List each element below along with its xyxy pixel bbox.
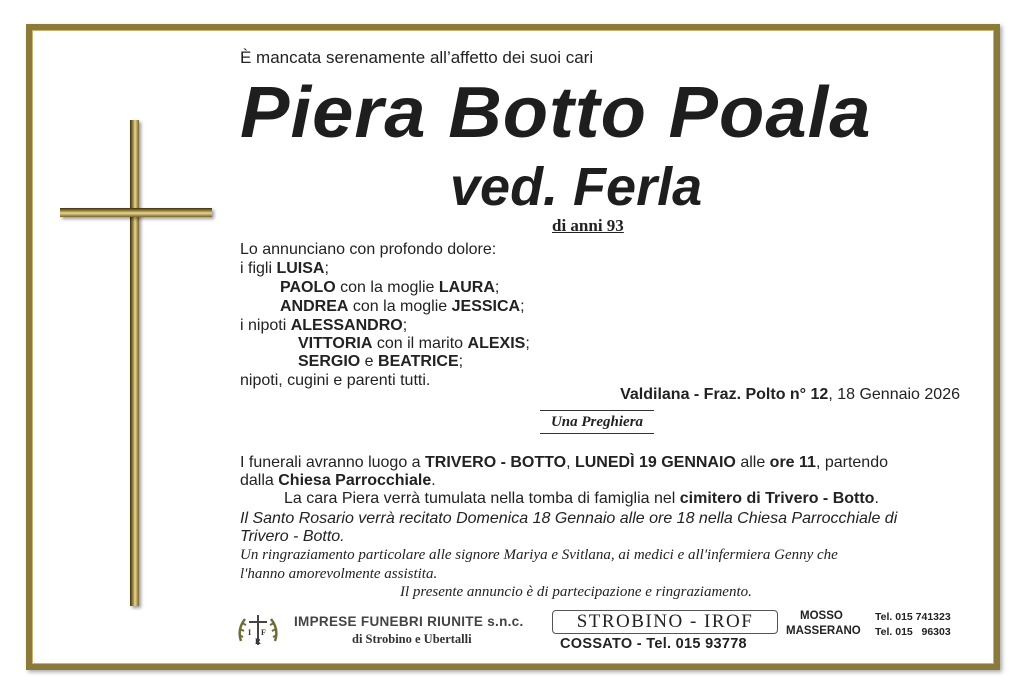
- logo-letter: F: [261, 628, 266, 637]
- office-masserano: MASSERANO: [786, 625, 861, 637]
- family-line: VITTORIA con il marito ALEXIS;: [298, 335, 530, 352]
- family-line: i figli LUISA;: [240, 260, 329, 277]
- rosary-line-1: Il Santo Rosario verrà recitato Domenica 18 Gennaio alle ore 18 nella Chiesa Parrocchiale di: [240, 510, 898, 527]
- funeral-line-1: I funerali avranno luogo a TRIVERO - BOTTO, LUNEDÌ 19 GENNAIO alle ore 11, partendo: [240, 454, 888, 471]
- strobino-logo: STROBINO - IROF: [552, 610, 778, 634]
- family-line: ANDREA con la moglie JESSICA;: [280, 298, 525, 315]
- cossato-phone: COSSATO - Tel. 015 93778: [560, 636, 747, 652]
- family-line: SERGIO e BEATRICE;: [298, 353, 464, 370]
- prayer-label: Una Preghiera: [540, 410, 654, 434]
- cross-icon-arm: [60, 208, 212, 217]
- deceased-name: Piera Botto Poala: [240, 73, 872, 153]
- family-line: PAOLO con la moglie LAURA;: [280, 279, 500, 296]
- family-line: i nipoti ALESSANDRO;: [240, 317, 408, 334]
- phone-masserano: Tel. 015 96303: [875, 626, 951, 638]
- announce-line: Lo annunciano con profondo dolore:: [240, 241, 497, 258]
- ifr-logo-icon: [235, 611, 281, 651]
- rosary-line-2: Trivero - Botto.: [240, 528, 345, 545]
- funeral-home-subtitle: di Strobino e Ubertalli: [352, 632, 472, 646]
- notice-line: Il presente annuncio è di partecipazione e ringraziamento.: [400, 584, 752, 600]
- office-mosso: MOSSO: [800, 610, 843, 622]
- logo-letter: R: [255, 637, 261, 646]
- funeral-line-2: dalla Chiesa Parrocchiale.: [240, 472, 436, 489]
- thanks-line-2: l'hanno amorevolmente assistita.: [240, 566, 438, 582]
- funeral-home-name: IMPRESE FUNEBRI RIUNITE s.n.c.: [294, 614, 524, 629]
- thanks-line-1: Un ringraziamento particolare alle signore Mariya e Svitlana, ai medici e all'infermiera Genny che: [240, 547, 838, 563]
- married-name: ved. Ferla: [450, 157, 703, 217]
- logo-letter: I: [248, 628, 252, 637]
- place-date: Valdilana - Fraz. Polto n° 12, 18 Gennaio 2026: [620, 386, 960, 403]
- intro-text: È mancata serenamente all’affetto dei suoi cari: [240, 48, 594, 67]
- burial-line: La cara Piera verrà tumulata nella tomba di famiglia nel cimitero di Trivero - Botto.: [284, 490, 879, 507]
- cross-icon: [130, 120, 139, 606]
- family-line: nipoti, cugini e parenti tutti.: [240, 372, 431, 389]
- age: di anni 93: [552, 216, 624, 235]
- phone-mosso: Tel. 015 741323: [875, 611, 951, 623]
